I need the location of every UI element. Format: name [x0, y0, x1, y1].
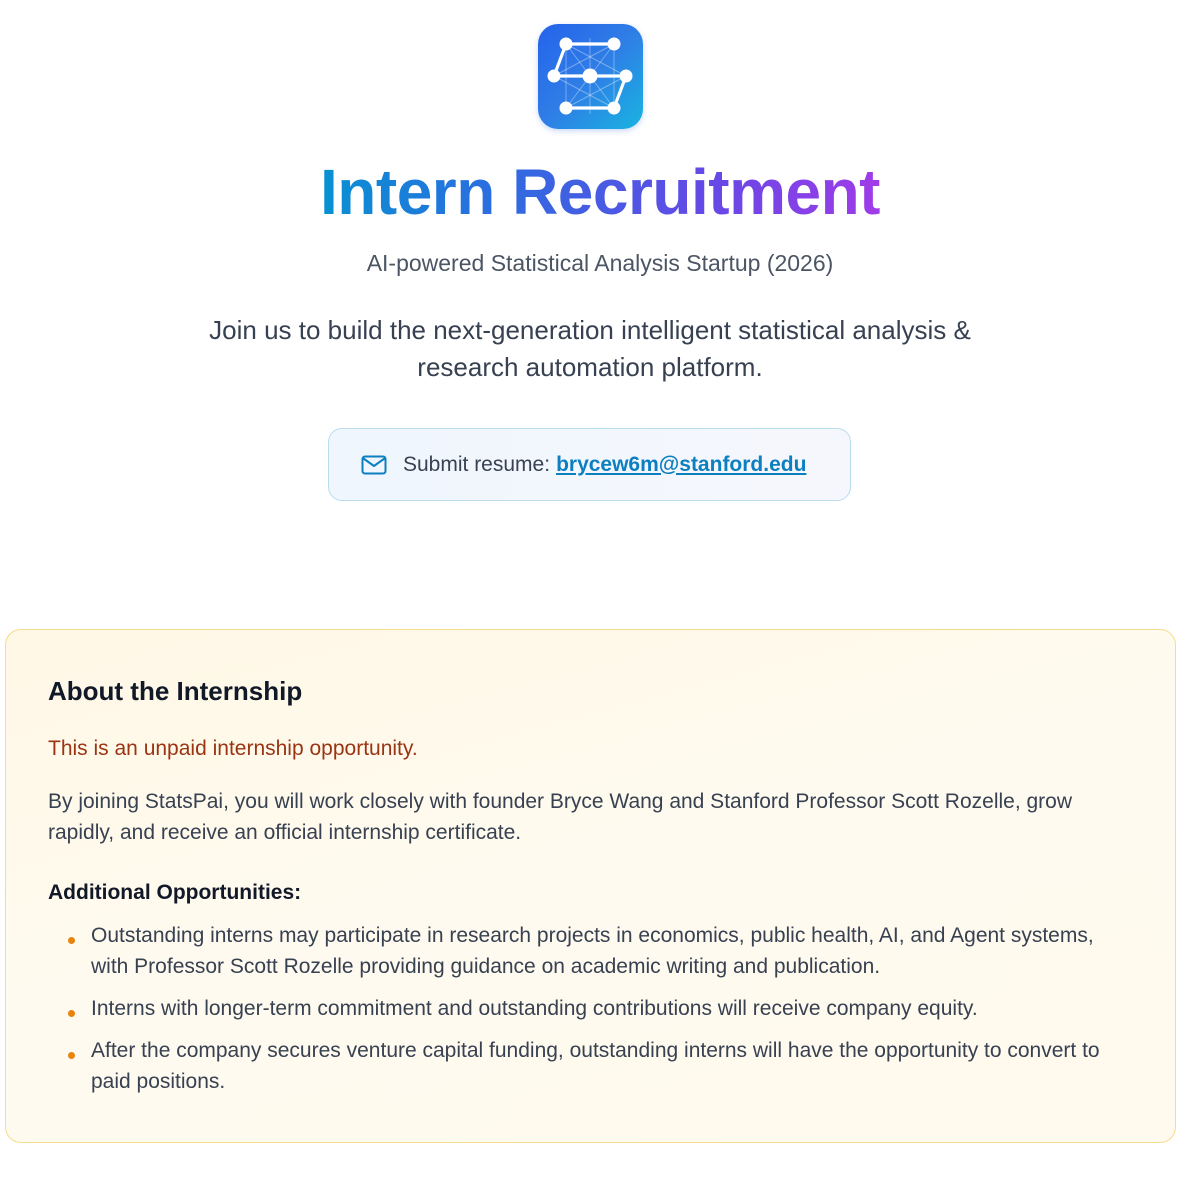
opportunity-text: Interns with longer-term commitment and outstanding contributions will receive company equity. [91, 997, 978, 1020]
list-item [48, 993, 1133, 1024]
unpaid-notice: This is an unpaid internship opportunity. [48, 737, 418, 760]
page-title [0, 150, 1200, 234]
opportunity-text: Outstanding interns may participate in research projects in economics, public health, AI, and Agent systems, with Professor Scott Rozelle providing guidance on academic writing and publication. [91, 924, 1094, 978]
submit-resume-label: Submit resume: [403, 452, 551, 476]
opportunities-list [48, 920, 1133, 1097]
opportunities-heading: Additional Opportunities: [48, 881, 302, 904]
page-tagline: Join us to build the next-generation intelligent statistical analysis & research automation platform. [209, 315, 971, 382]
hero-section [0, 0, 1200, 560]
opportunity-text: After the company secures venture capital funding, outstanding interns will have the opportunity to convert to paid positions. [91, 1039, 1100, 1093]
mail-icon [361, 454, 387, 476]
bullet-dot-icon [68, 1010, 75, 1017]
about-heading: About the Internship [48, 676, 303, 706]
submit-resume-box [328, 428, 851, 501]
about-internship-card [5, 629, 1176, 1143]
bullet-dot-icon [68, 937, 75, 944]
resume-email-link[interactable]: brycew6m@stanford.edu [556, 452, 807, 476]
page-title-text: Intern Recruitment [320, 156, 880, 228]
list-item [48, 920, 1133, 982]
bullet-dot-icon [68, 1052, 75, 1059]
about-intro: By joining StatsPai, you will work closely with founder Bryce Wang and Stanford Professor Scott Rozelle, grow rapidly, and receive an official internship certificate. [48, 790, 1073, 844]
list-item [48, 1035, 1133, 1097]
page-subtitle: AI-powered Statistical Analysis Startup (2026) [366, 250, 834, 276]
network-logo-icon [538, 24, 643, 129]
